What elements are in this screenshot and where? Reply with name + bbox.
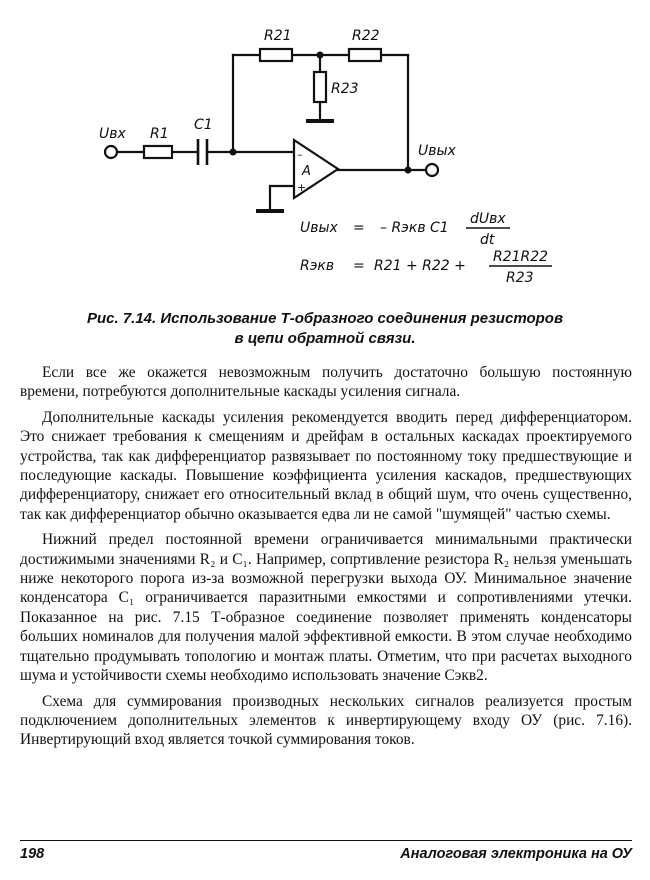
- formula2-equals: =: [353, 258, 365, 274]
- capacitor-c1: [198, 139, 207, 165]
- label-r22: R22: [352, 28, 380, 44]
- formula2-lhs: Rэкв: [300, 258, 335, 274]
- page-number: 198: [20, 846, 45, 862]
- resistor-r21: [260, 49, 292, 61]
- input-terminal: [105, 146, 117, 158]
- caption-line-2: в цепи обратной связи.: [234, 330, 416, 347]
- formula1-denominator: dt: [480, 232, 495, 248]
- body-text: [20, 363, 632, 756]
- formula1-numerator: dUвх: [470, 211, 506, 227]
- caption-line-1: Рис. 7.14. Использование Т-образного соединения резисторов: [86, 310, 563, 327]
- label-opamp: A: [302, 164, 311, 179]
- resistor-r23: [314, 72, 326, 102]
- formula1-lhs: Uвых: [300, 220, 338, 236]
- running-title: Аналоговая электроника на ОУ: [400, 846, 632, 862]
- output-terminal: [426, 164, 438, 176]
- label-noninverting-input: +: [297, 181, 307, 194]
- paragraph: Дополнительные каскады усиления рекомендуется вводить перед дифференциатором. Это снижает требования к смещениям и дрейфам в остальных каскадах проектируемого устройства, так как дифференциатор развязывает по постоянному току предшествующие и последующие каскады. Повышение коэффициента усиления каскадов, предшествующих дифференциатору, снижает его относительный вклад в общий шум, что очень существенно, так как дифференциатор обычно оказывается едва ли не самой "шумящей" частью схемы.: [20, 408, 632, 523]
- junction-dot: [230, 149, 237, 156]
- circuit-figure: [0, 0, 650, 290]
- paragraph: Нижний предел постоянной времени ограничивается минимальными практически достижимыми значениями R₂ и C₁. Например, сопртивление резистора R₂ нельзя уменьшать ниже некоторого порога из-за возможной перегрузки выхода ОУ. Минимальное значение конденсатора C₁ ограничивается паразитными емкостями и сопротивлениями утечки. Показанное на рис. 7.15 Т-образное соединение позволяет применять конденсаторы больших номиналов для получения малой эффективной емкости. В этом случае необходимо тщательно продумывать топологию и монтаж платы. Отметим, что при расчетах выходного шума и устойчивости схемы необходимо использовать значение Cэкв2.: [20, 531, 632, 685]
- paragraph: Схема для суммирования производных нескольких сигналов реализуется простым подключением дополнительных элементов к инвертирующему входу ОУ (рис. 7.16). Инвертирующий вход является точкой суммирования токов.: [20, 692, 632, 749]
- label-input-voltage: Uвх: [99, 126, 126, 142]
- formula1-rhs: – Rэкв C1: [380, 220, 449, 236]
- label-inverting-input: –: [297, 148, 303, 161]
- formula1-equals: =: [353, 220, 365, 236]
- formula2-numerator: R21R22: [493, 249, 549, 265]
- resistor-r22: [349, 49, 381, 61]
- footer-divider: [20, 840, 632, 841]
- formula2-denominator: R23: [506, 270, 534, 286]
- figure-caption: [40, 309, 610, 349]
- label-r23: R23: [331, 81, 359, 97]
- resistor-r1: [144, 146, 172, 158]
- label-r21: R21: [264, 28, 292, 44]
- label-c1: C1: [194, 117, 213, 133]
- label-r1: R1: [150, 126, 169, 142]
- paragraph: Если все же окажется невозможным получить достаточно большую постоянную времени, потребуются дополнительные каскады усиления сигнала.: [20, 364, 632, 401]
- formula-output-voltage: [300, 211, 510, 248]
- junction-dot: [405, 167, 412, 174]
- junction-dot: [317, 52, 324, 59]
- formula-equivalent-resistance: [300, 249, 552, 286]
- formula2-rhs: R21 + R22 +: [374, 258, 466, 274]
- label-output-voltage: Uвых: [418, 143, 456, 159]
